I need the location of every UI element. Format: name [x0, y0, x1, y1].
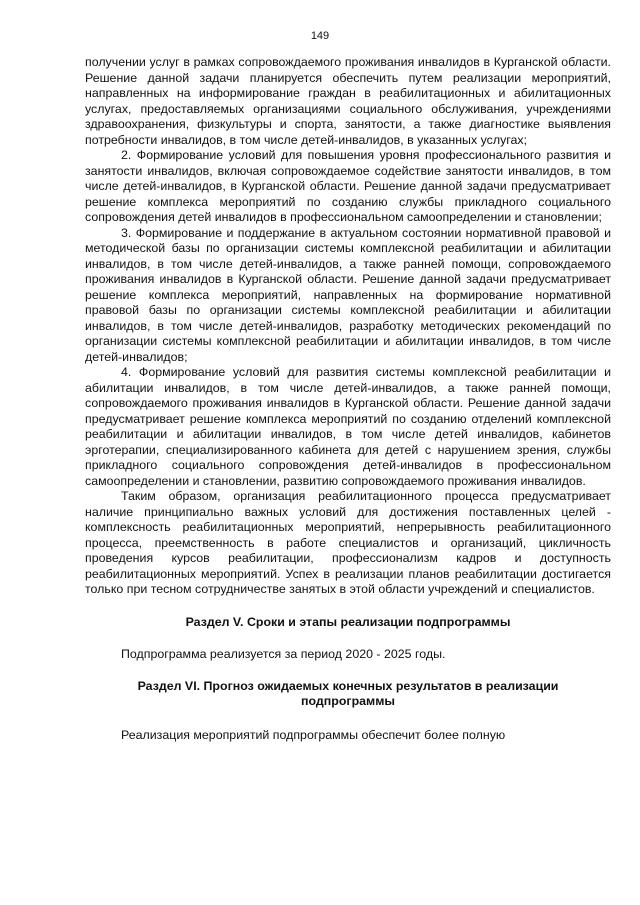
paragraph-task-2: 2. Формирование условий для повышения уровня профессионального развития и занятости инвалидов, включая сопровождаемое содействие занятости инвалидов, в том числе детей-инвалидов, в Курганской области. Решение данной задачи предусматривает решение комплекса мероприятий по созданию службы прикладного социального сопровождения детей инвалидов в профессиональном самоопределении и становлении;: [85, 148, 611, 224]
section-5-heading: Раздел V. Сроки и этапы реализации подпрограммы: [185, 614, 511, 629]
section-6-heading-line-1: Раздел VI. Прогноз ожидаемых конечных результатов в реализации: [137, 678, 559, 693]
page-number: 149: [310, 30, 330, 42]
paragraph-task-3: 3. Формирование и поддержание в актуальном состоянии нормативной правовой и методической базы по организации системы комплексной реабилитации и абилитации инвалидов, в том числе детей-инвалидов, а также ранней помощи, сопровождаемого проживания инвалидов в Курганской области. Решение данной задачи предусматривает решение комплекса мероприятий, направленных на формирование нормативной правовой базы по организации системы комплексной реабилитации и абилитации инвалидов, в том числе детей-инвалидов, разработку методических рекомендаций по организации системы комплексной реабилитации и абилитации инвалидов, в том числе детей-инвалидов;: [85, 225, 611, 364]
section-6-heading-line-2: подпрограммы: [301, 694, 395, 708]
section-6-heading: [85, 679, 611, 710]
section-6-text: Реализация мероприятий подпрограммы обеспечит более полную: [121, 727, 506, 742]
document-body: [85, 55, 611, 743]
paragraph-task-4: 4. Формирование условий для развития системы комплексной реабилитации и абилитации инвалидов, в том числе детей-инвалидов, а также ранней помощи, сопровождаемого проживания инвалидов в Курганской области. Решение данной задачи предусматривает решение комплекса мероприятий по созданию отделений комплексной реабилитации и абилитации инвалидов, в том числе детей инвалидов, кабинетов эрготерапии, специализированного кабинета для детей с нарушением зрения, службы прикладного социального сопровождения детей-инвалидов в профессиональном самоопределении и становлении, развитию сопровождаемого проживания инвалидов.: [85, 365, 611, 488]
section-5-text: Подпрограмма реализуется за период 2020 - 2025 годы.: [121, 647, 446, 661]
paragraph-intro-continuation: получении услуг в рамках сопровождаемого проживания инвалидов в Курганской области. Решение данной задачи планируется обеспечить путем реализации мероприятий, направленных на информирование граждан в реабилитационных и абилитационных услугах, предоставляемых организациями социального обслуживания, учреждениями здравоохранения, физкультуры и спорта, занятости, а также диагностике выявления потребности инвалидов, в том числе детей-инвалидов, в указанных услугах;: [85, 55, 611, 147]
paragraph-conclusion: Таким образом, организация реабилитационного процесса предусматривает наличие принципиально важных условий для достижения поставленных целей - комплексность реабилитационных мероприятий, непрерывность реабилитационного процесса, преемственность в работе специалистов и организаций, цикличность проведения курсов реабилитации, профессионализм кадров и доступность реабилитационных мероприятий. Успех в реализации планов реабилитации достигается только при тесном сотрудничестве занятых в этой области учреждений и специалистов.: [85, 489, 611, 596]
